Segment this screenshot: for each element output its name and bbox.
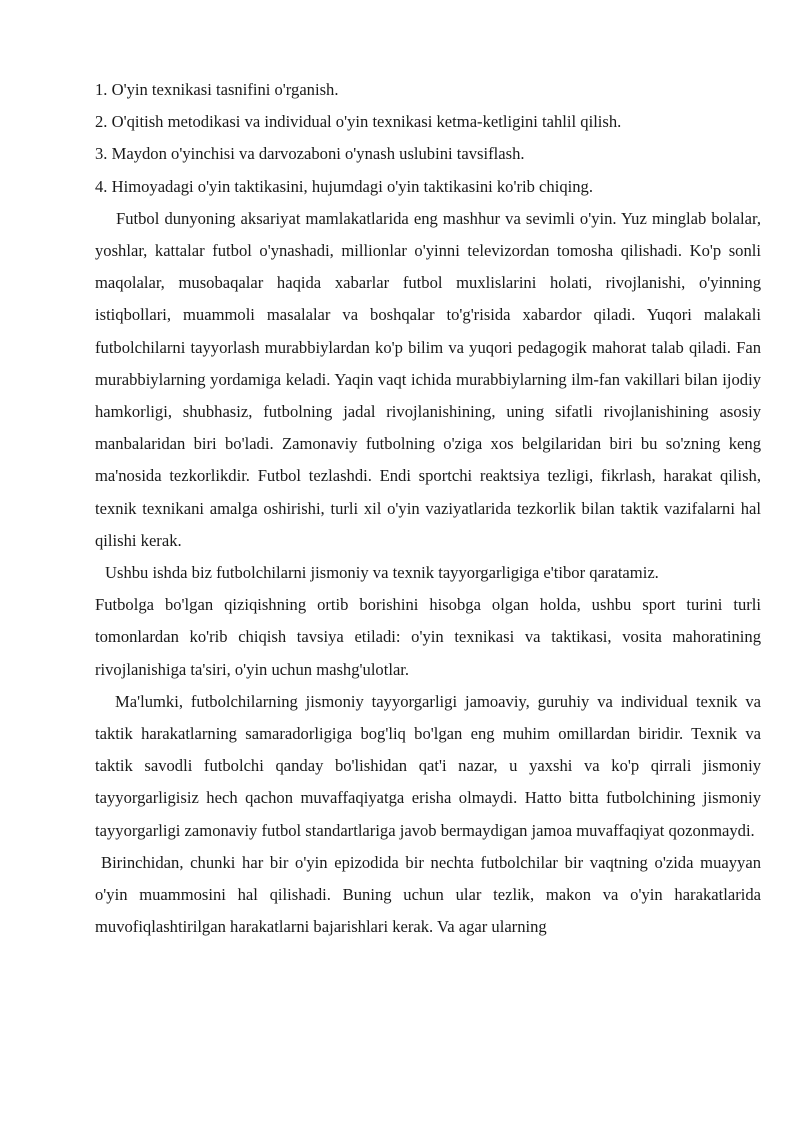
task-item-1: 1. O'yin texnikasi tasnifini o'rganish. bbox=[95, 80, 339, 99]
paragraph-physical-preparation: Ma'lumki, futbolchilarning jismoniy tayyorgarligi jamoaviy, guruhiy va individual texnik va taktik harakatlarning samaradorligiga bog'liq bo'lgan eng muhim omillardan biridir. Texnik va taktik savodli futbolchi qanday bo'lishidan qat'i nazar, u yaxshi va ko'p qirrali jismoniy tayyorgarligisiz hech qachon muvaffaqiyatga erisha olmaydi. Hatto bitta futbolchining jismoniy tayyorgarligi zamonaviy futbol standartlariga javob bermaydigan jamoa muvaffaqiyat qozonmaydi. bbox=[95, 691, 761, 840]
task-item-2: 2. O'qitish metodikasi va individual o'yin texnikasi ketma-ketligini tahlil qilish. bbox=[95, 112, 622, 132]
paragraph-football-popularity: Futbol dunyoning aksariyat mamlakatlarida eng mashhur va sevimli o'yin. Yuz minglab bolalar, yoshlar, kattalar futbol o'ynashadi, millionlar o'yinni televizordan tomosha qilishadi. Ko'p sonli maqolalar, musobaqalar haqida xabarlar futbol muxlislarini holati, rivojlanishi, o'yinning istiqbollari, muammoli masalalar va boshqalar to'g'risida xabardor qiladi. Yuqori malakali futbolchilarni tayyorlash murabbiylardan ko'p bilim va yuqori pedagogik mahorat talab qiladi. Fan murabbiylarning yordamiga keladi. Yaqin vaqt ichida murabbiylarning ilm-fan vakillari bilan ijodiy hamkorligi, shubhasiz, futbolning jadal rivojlanishining, uning sifatli rivojlanishining asosiy manbalaridan biri bo'ladi. Zamonaviy futbolning o'ziga xos belgilaridan biri bu so'zning keng ma'nosida tezkorlikdir. Futbol tezlashdi. Endi sportchi reaktsiya tezligi, fikrlash, harakat qilish, texnik texnikani amalga oshirishi, turli xil o'yin vaziyatlarida tezkorlik bilan taktik vazifalarni hal qilishi kerak. bbox=[95, 208, 761, 550]
task-item-3: 3. Maydon o'yinchisi va darvozaboni o'ynash uslubini tavsiflash. bbox=[95, 144, 525, 164]
paragraph-interest-growth: Futbolga bo'lgan qiziqishning ortib borishini hisobga olgan holda, ushbu sport turini turli tomonlardan ko'rib chiqish tavsiya etiladi: o'yin texnikasi va taktikasi, vosita mahoratining rivojlanishiga ta'siri, o'yin uchun mashg'ulotlar. bbox=[95, 595, 761, 679]
document-page bbox=[95, 74, 761, 943]
task-item-4: 4. Himoyadagi o'yin taktikasini, hujumdagi o'yin taktikasini ko'rib chiqing. bbox=[95, 176, 593, 196]
paragraph-firstly: Birinchidan, chunki har bir o'yin epizodida bir nechta futbolchilar bir vaqtning o'zida muayyan o'yin muammosini hal qilishadi. Buning uchun ular tezlik, makon va o'yin harakatlarida muvofiqlashtirilgan harakatlarni bajarishlari kerak. Va agar ularning bbox=[95, 852, 761, 937]
paragraph-focus-statement: Ushbu ishda biz futbolchilarni jismoniy va texnik tayyorgarligiga e'tibor qaratamiz. bbox=[105, 563, 659, 583]
